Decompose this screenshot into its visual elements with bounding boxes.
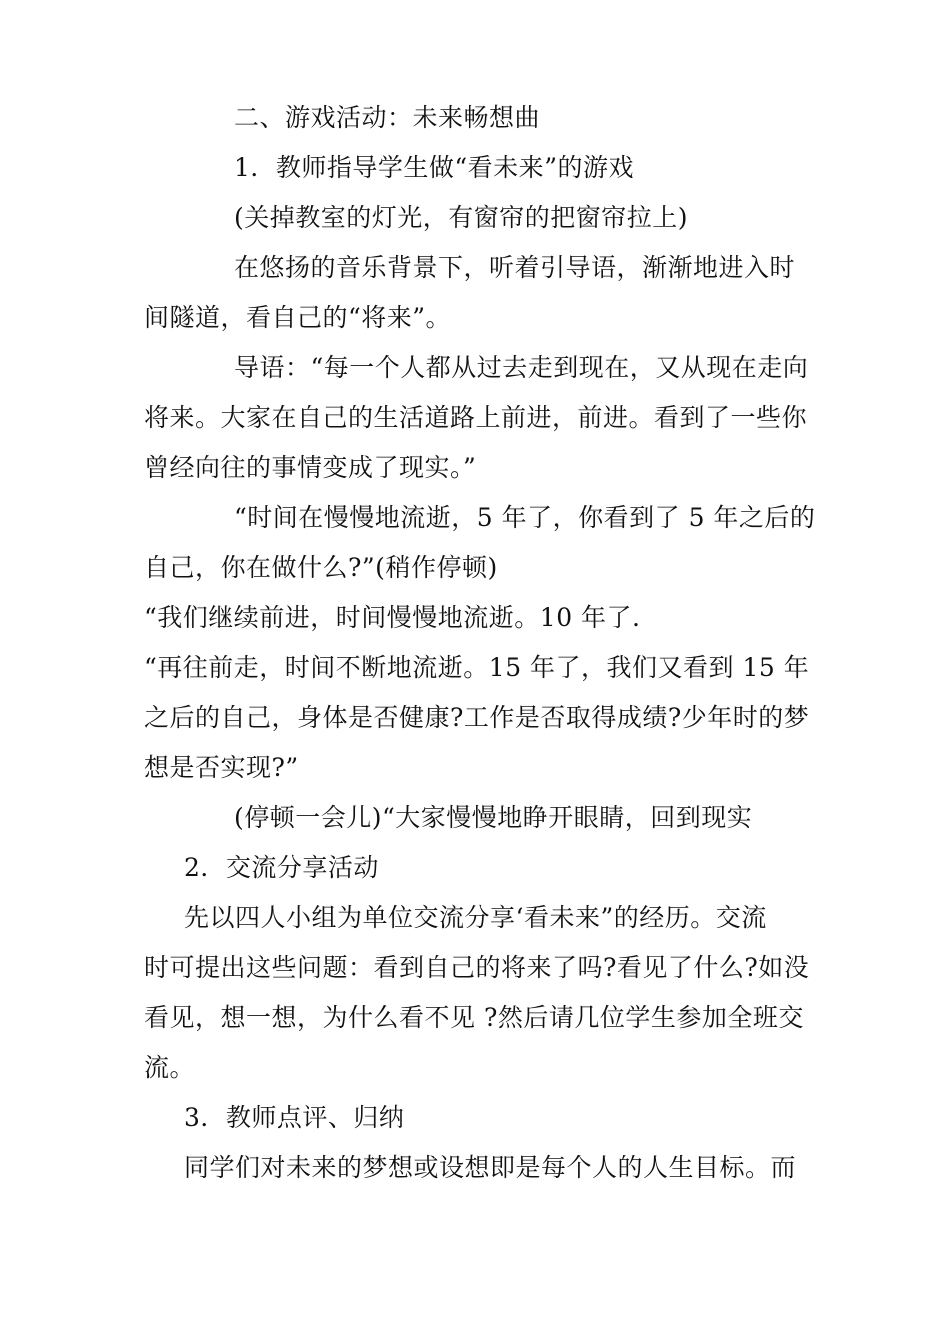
- paragraph-line: 先以四人小组为单位交流分享‘看未来”的经历。交流: [184, 903, 767, 932]
- paragraph-line: 流。: [144, 1053, 196, 1082]
- paragraph-line: 间隧道，看自己的“将来”。: [144, 303, 452, 332]
- paragraph-line: 之后的自己，身体是否健康?工作是否取得成绩?少年时的梦: [144, 703, 810, 732]
- paragraph-line: “我们继续前进，时间慢慢地流逝。10 年了.: [144, 603, 641, 632]
- paragraph-line: 在悠扬的音乐背景下，听着引导语，渐渐地进入时: [234, 253, 796, 282]
- paragraph-line: 曾经向往的事情变成了现实。”: [144, 453, 477, 482]
- paragraph-line: (关掉教室的灯光，有窗帘的把窗帘拉上): [234, 203, 689, 232]
- paragraph-line: 导语：“每一个人都从过去走到现在，又从现在走向: [234, 353, 809, 382]
- paragraph-line: “再往前走，时间不断地流逝。15 年了，我们又看到 15 年: [144, 653, 810, 682]
- paragraph-line: 看见，想一想，为什么看不见 ?然后请几位学生参加全班交: [144, 1003, 804, 1032]
- paragraph-line: (停顿一会儿)“大家慢慢地睁开眼睛，回到现实: [234, 803, 753, 832]
- step-heading: 3．教师点评、归纳: [184, 1103, 405, 1132]
- paragraph-line: 同学们对未来的梦想或设想即是每个人的人生目标。而: [184, 1153, 797, 1182]
- paragraph-line: “时间在慢慢地流逝，5 年了，你看到了 5 年之后的: [234, 503, 816, 532]
- paragraph-line: 自己，你在做什么?”(稍作停顿): [144, 553, 498, 582]
- paragraph-line: 将来。大家在自己的生活道路上前进，前进。看到了一些你: [144, 403, 808, 432]
- paragraph-line: 想是否实现?”: [144, 753, 299, 782]
- step-heading: 1．教师指导学生做“看未来”的游戏: [234, 153, 634, 182]
- step-heading: 2．交流分享活动: [184, 853, 379, 882]
- section-heading: 二、游戏活动：未来畅想曲: [234, 103, 541, 132]
- paragraph-line: 时可提出这些问题：看到自己的将来了吗?看见了什么?如没: [144, 953, 810, 982]
